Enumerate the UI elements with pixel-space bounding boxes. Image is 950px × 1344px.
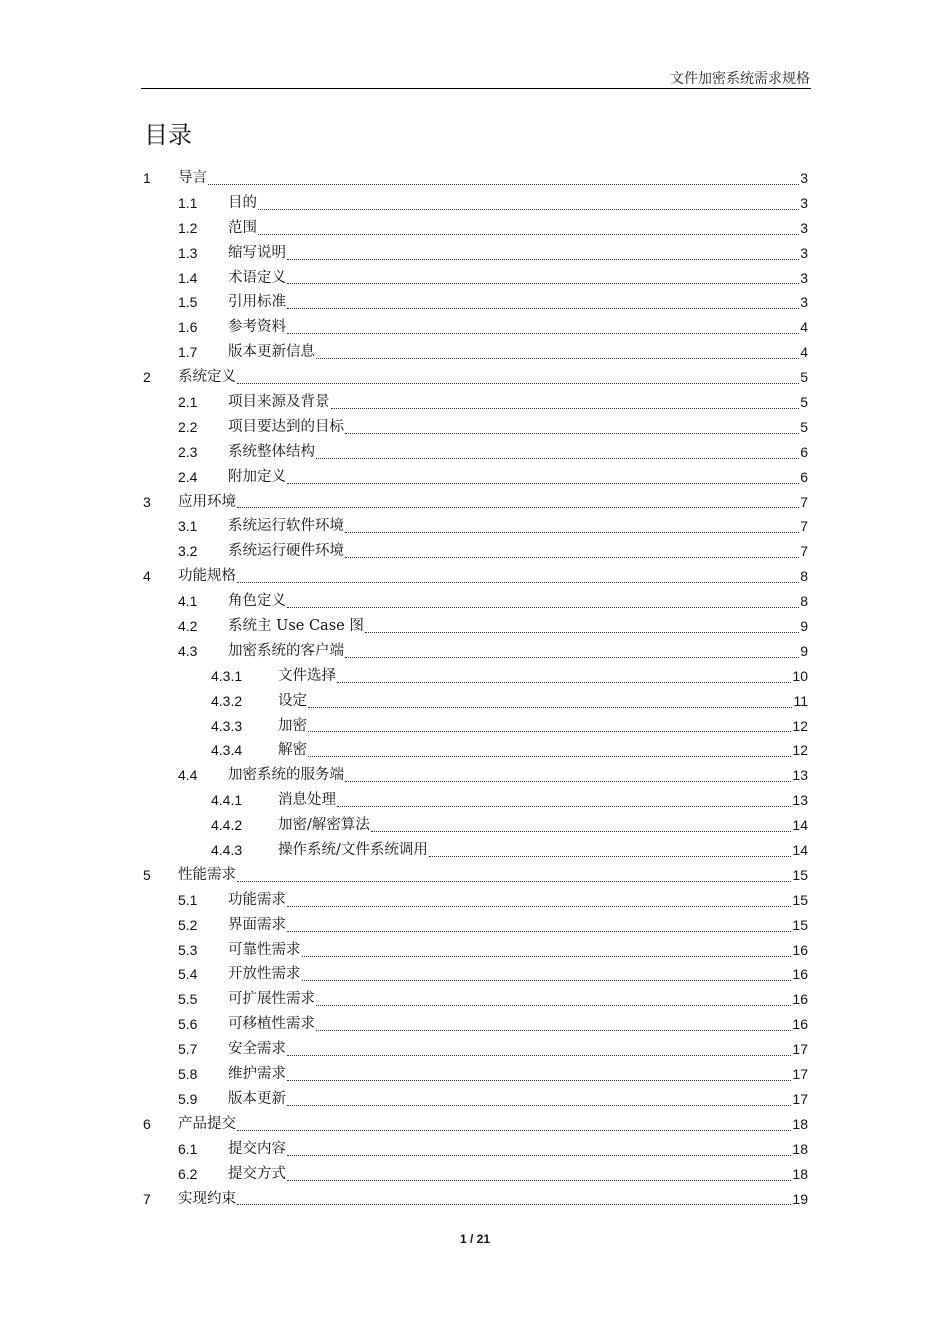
toc-entry[interactable] <box>143 539 808 564</box>
dot-leader <box>287 1162 791 1187</box>
dot-leader <box>287 465 799 490</box>
toc-entry[interactable] <box>143 987 808 1012</box>
toc-entry-label: 安全需求 <box>228 1041 286 1058</box>
toc-entry-number: 5.1 <box>178 891 198 908</box>
toc-entry-label: 解密 <box>278 742 307 759</box>
toc-entry-label: 功能需求 <box>228 891 286 908</box>
toc-entry[interactable] <box>143 1062 808 1087</box>
toc-entry[interactable] <box>143 664 808 689</box>
dot-leader <box>337 788 791 813</box>
toc-entry-page-number: 12 <box>792 742 808 759</box>
dot-leader <box>316 440 799 465</box>
dot-leader <box>287 1062 791 1087</box>
toc-entry-number: 1.2 <box>178 219 198 236</box>
dot-leader <box>308 738 791 763</box>
toc-entry-number: 3.2 <box>178 543 198 560</box>
toc-entry-number: 6 <box>143 1115 151 1132</box>
toc-entry-page-number: 3 <box>800 244 808 261</box>
toc-entry[interactable] <box>143 639 808 664</box>
toc-entry[interactable] <box>143 1087 808 1112</box>
toc-entry-page-number: 15 <box>792 891 808 908</box>
toc-entry-number: 5.8 <box>178 1066 198 1083</box>
toc-entry-number: 4.4.2 <box>211 817 243 834</box>
toc-entry-number: 2.1 <box>178 394 198 410</box>
toc-entry[interactable] <box>143 191 808 216</box>
toc-entry-number: 4.3.3 <box>211 717 243 734</box>
toc-entry[interactable] <box>143 290 808 315</box>
toc-entry-number: 4.3 <box>178 642 198 659</box>
toc-entry[interactable] <box>143 888 808 913</box>
toc-entry-number: 4 <box>143 568 151 585</box>
toc-entry-label: 版本更新 <box>228 1090 286 1107</box>
table-of-contents <box>143 166 808 1211</box>
toc-entry-number: 2.2 <box>178 418 198 435</box>
toc-entry[interactable] <box>143 738 808 763</box>
toc-entry-page-number: 7 <box>800 543 808 560</box>
toc-entry-label: 系统定义 <box>178 369 236 386</box>
dot-leader <box>308 689 792 714</box>
toc-entry-number: 1.5 <box>178 294 198 311</box>
toc-entry-page-number: 12 <box>792 717 808 734</box>
dot-leader <box>287 913 791 938</box>
toc-entry-label: 引用标准 <box>228 294 286 311</box>
dot-leader <box>316 340 799 365</box>
toc-entry-page-number: 17 <box>792 1066 808 1083</box>
toc-entry-number: 5.3 <box>178 941 198 958</box>
toc-entry[interactable] <box>143 415 808 440</box>
toc-entry-label: 加密/解密算法 <box>278 817 370 834</box>
toc-entry-page-number: 7 <box>800 518 808 535</box>
toc-entry[interactable] <box>143 390 808 415</box>
toc-entry[interactable] <box>143 365 808 390</box>
toc-entry[interactable] <box>143 1012 808 1037</box>
toc-entry[interactable] <box>143 1137 808 1162</box>
toc-entry-label: 提交内容 <box>228 1140 286 1157</box>
toc-entry[interactable] <box>143 963 808 988</box>
toc-entry[interactable] <box>143 465 808 490</box>
toc-entry-page-number: 5 <box>800 418 808 435</box>
toc-entry-label: 界面需求 <box>228 916 286 933</box>
toc-entry-number: 4.4 <box>178 767 198 784</box>
toc-entry-page-number: 4 <box>800 344 808 361</box>
toc-entry-label: 版本更新信息 <box>228 344 315 361</box>
toc-entry[interactable] <box>143 1112 808 1137</box>
toc-entry-page-number: 7 <box>800 493 808 510</box>
toc-entry-page-number: 9 <box>800 642 808 659</box>
toc-entry[interactable] <box>143 913 808 938</box>
toc-entry-page-number: 15 <box>792 866 808 883</box>
toc-entry[interactable] <box>143 589 808 614</box>
toc-entry-label: 可扩展性需求 <box>228 991 315 1008</box>
toc-entry-number: 4.3.4 <box>211 742 243 759</box>
toc-entry-page-number: 14 <box>792 817 808 834</box>
document-header-title: 文件加密系统需求规格 <box>670 71 810 87</box>
toc-entry-label: 产品提交 <box>178 1115 236 1132</box>
toc-entry-label: 系统运行软件环境 <box>228 518 344 535</box>
dot-leader <box>287 1037 791 1062</box>
toc-entry[interactable] <box>143 216 808 241</box>
toc-entry-label: 范围 <box>228 219 257 236</box>
toc-entry-page-number: 10 <box>792 667 808 684</box>
toc-entry-number: 1.1 <box>178 194 198 211</box>
toc-entry-page-number: 6 <box>800 443 808 460</box>
dot-leader <box>287 241 799 266</box>
dot-leader <box>308 714 791 739</box>
toc-entry-page-number: 17 <box>792 1041 808 1058</box>
toc-entry-page-number: 15 <box>792 916 808 933</box>
toc-entry[interactable] <box>143 763 808 788</box>
page-number-footer: 1 / 21 <box>459 1232 491 1246</box>
toc-entry[interactable] <box>143 714 808 739</box>
toc-entry-number: 5.5 <box>178 991 198 1008</box>
dot-leader <box>287 1087 791 1112</box>
toc-entry-label: 开放性需求 <box>228 966 301 983</box>
dot-leader <box>237 365 799 390</box>
dot-leader <box>287 888 791 913</box>
toc-entry-label: 应用环境 <box>178 493 236 510</box>
toc-entry[interactable] <box>143 440 808 465</box>
toc-entry-number: 5.2 <box>178 916 198 933</box>
toc-entry-number: 1 <box>143 169 151 186</box>
toc-entry-label: 缩写说明 <box>228 244 286 261</box>
toc-entry-number: 4.3.1 <box>211 667 243 684</box>
toc-entry-label: 加密 <box>278 717 307 734</box>
dot-leader <box>237 1187 791 1212</box>
toc-entry[interactable] <box>143 614 808 639</box>
dot-leader <box>237 863 791 888</box>
toc-entry-label: 维护需求 <box>228 1066 286 1083</box>
toc-entry-label: 提交方式 <box>228 1165 286 1182</box>
dot-leader <box>258 216 799 241</box>
toc-entry-label: 文件选择 <box>278 667 336 684</box>
toc-entry-number: 6.1 <box>178 1140 198 1157</box>
toc-entry-page-number: 8 <box>800 568 808 585</box>
toc-entry-label: 系统整体结构 <box>228 443 315 460</box>
toc-entry-number: 5.9 <box>178 1090 198 1107</box>
toc-entry-page-number: 5 <box>800 394 808 410</box>
toc-entry-label: 角色定义 <box>228 593 286 610</box>
toc-entry-page-number: 18 <box>792 1140 808 1157</box>
toc-entry[interactable] <box>143 315 808 340</box>
toc-entry-number: 2.4 <box>178 468 198 485</box>
toc-entry-number: 5.6 <box>178 1016 198 1033</box>
toc-entry-page-number: 13 <box>792 792 808 809</box>
toc-entry[interactable] <box>143 514 808 539</box>
toc-entry-number: 4.3.2 <box>211 692 243 709</box>
dot-leader <box>345 539 799 564</box>
toc-entry-number: 4.1 <box>178 593 198 610</box>
toc-entry-page-number: 14 <box>792 842 808 859</box>
dot-leader <box>429 838 792 863</box>
toc-entry-number: 2 <box>143 369 151 386</box>
toc-entry[interactable] <box>143 166 808 191</box>
toc-entry-label: 可移植性需求 <box>228 1016 315 1033</box>
toc-entry[interactable] <box>143 863 808 888</box>
toc-entry-label: 系统主 Use Case 图 <box>228 618 364 635</box>
dot-leader <box>337 664 791 689</box>
toc-entry-page-number: 18 <box>792 1165 808 1182</box>
toc-entry-number: 1.7 <box>178 344 198 361</box>
dot-leader <box>258 191 799 216</box>
dot-leader <box>302 963 792 988</box>
toc-entry-number: 1.6 <box>178 319 198 336</box>
toc-entry-page-number: 3 <box>800 219 808 236</box>
toc-entry[interactable] <box>143 564 808 589</box>
toc-entry-page-number: 19 <box>792 1190 808 1207</box>
toc-entry-page-number: 16 <box>792 941 808 958</box>
toc-entry-page-number: 16 <box>792 966 808 983</box>
toc-entry-label: 实现约束 <box>178 1190 236 1207</box>
toc-entry-page-number: 3 <box>800 194 808 211</box>
toc-entry[interactable] <box>143 838 808 863</box>
dot-leader <box>208 166 799 191</box>
toc-entry-page-number: 16 <box>792 991 808 1008</box>
toc-entry-number: 4.4.3 <box>211 842 243 859</box>
dot-leader <box>237 490 799 515</box>
toc-entry-label: 功能规格 <box>178 568 236 585</box>
toc-entry-label: 消息处理 <box>278 792 336 809</box>
toc-entry-number: 3.1 <box>178 518 198 535</box>
toc-entry-label: 可靠性需求 <box>228 941 301 958</box>
toc-entry-page-number: 9 <box>800 618 808 635</box>
toc-entry-label: 项目来源及背景 <box>228 394 330 410</box>
toc-entry-number: 1.3 <box>178 244 198 261</box>
dot-leader <box>287 290 799 315</box>
toc-entry-number: 4.4.1 <box>211 792 243 809</box>
toc-entry-number: 2.3 <box>178 443 198 460</box>
toc-entry-page-number: 18 <box>792 1115 808 1132</box>
toc-entry[interactable] <box>143 266 808 291</box>
toc-entry[interactable] <box>143 788 808 813</box>
toc-entry-number: 5 <box>143 866 151 883</box>
toc-entry-label: 设定 <box>278 692 307 709</box>
toc-entry-label: 导言 <box>178 169 207 186</box>
toc-heading: 目录 <box>144 121 192 149</box>
toc-entry-label: 附加定义 <box>228 468 286 485</box>
toc-entry[interactable] <box>143 689 808 714</box>
toc-entry[interactable] <box>143 340 808 365</box>
dot-leader <box>345 639 799 664</box>
toc-entry-number: 6.2 <box>178 1165 198 1182</box>
dot-leader <box>287 266 799 291</box>
dot-leader <box>287 1137 791 1162</box>
toc-entry[interactable] <box>143 1187 808 1212</box>
toc-entry-label: 操作系统/文件系统调用 <box>278 842 428 859</box>
toc-entry[interactable] <box>143 1162 808 1187</box>
toc-entry-page-number: 8 <box>800 593 808 610</box>
toc-entry-label: 系统运行硬件环境 <box>228 543 344 560</box>
toc-entry-label: 术语定义 <box>228 269 286 286</box>
toc-entry-label: 项目要达到的目标 <box>228 418 344 435</box>
header-divider <box>141 88 811 89</box>
toc-entry-number: 4.2 <box>178 618 198 635</box>
toc-entry[interactable] <box>143 1037 808 1062</box>
toc-entry-page-number: 13 <box>792 767 808 784</box>
toc-entry-number: 5.4 <box>178 966 198 983</box>
dot-leader <box>237 1112 791 1137</box>
dot-leader <box>237 564 799 589</box>
dot-leader <box>287 315 799 340</box>
dot-leader <box>345 514 799 539</box>
dot-leader <box>287 589 799 614</box>
toc-entry-page-number: 16 <box>792 1016 808 1033</box>
toc-entry[interactable] <box>143 241 808 266</box>
toc-entry-page-number: 5 <box>800 369 808 386</box>
dot-leader <box>365 614 799 639</box>
toc-entry-number: 5.7 <box>178 1041 198 1058</box>
dot-leader <box>331 390 800 415</box>
dot-leader <box>371 813 792 838</box>
toc-entry-label: 性能需求 <box>178 866 236 883</box>
dot-leader <box>345 415 799 440</box>
dot-leader <box>302 938 792 963</box>
toc-entry-page-number: 4 <box>800 319 808 336</box>
dot-leader <box>316 987 791 1012</box>
toc-entry[interactable] <box>143 813 808 838</box>
toc-entry[interactable] <box>143 490 808 515</box>
toc-entry-label: 加密系统的服务端 <box>228 767 344 784</box>
toc-entry-label: 目的 <box>228 194 257 211</box>
dot-leader <box>345 763 791 788</box>
toc-entry-label: 参考资料 <box>228 319 286 336</box>
toc-entry-page-number: 3 <box>800 269 808 286</box>
toc-entry-page-number: 11 <box>793 692 808 709</box>
toc-entry-number: 3 <box>143 493 151 510</box>
dot-leader <box>316 1012 791 1037</box>
toc-entry-number: 1.4 <box>178 269 198 286</box>
toc-entry-label: 加密系统的客户端 <box>228 642 344 659</box>
toc-entry-page-number: 3 <box>800 169 808 186</box>
toc-entry-number: 7 <box>143 1190 151 1207</box>
toc-entry-page-number: 3 <box>800 294 808 311</box>
toc-entry-page-number: 6 <box>800 468 808 485</box>
toc-entry[interactable] <box>143 938 808 963</box>
toc-entry-page-number: 17 <box>792 1090 808 1107</box>
